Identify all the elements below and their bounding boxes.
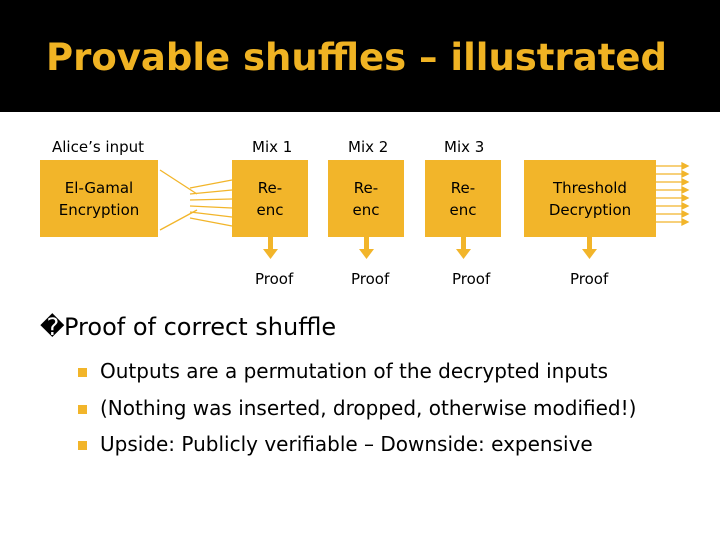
proof-down-arrows <box>263 237 597 259</box>
mix-1-reenc-label: Re- enc <box>256 178 284 219</box>
main-bullet-text: Proof of correct shuffle <box>64 313 337 341</box>
header-alice-input: Alice’s input <box>52 138 145 156</box>
mix-3-reenc-label: Re- enc <box>449 178 477 219</box>
main-bullet <box>40 313 336 341</box>
bullet-marker: � <box>40 313 65 341</box>
proof-mix-2: Proof <box>351 270 390 288</box>
header-mix-3: Mix 3 <box>444 138 485 156</box>
proof-mix-3: Proof <box>452 270 491 288</box>
mix-2-reenc-label: Re- enc <box>352 178 380 219</box>
square-bullet-icon <box>78 441 87 450</box>
sub-bullet-text: Upside: Publicly verifiable – Downside: expensive <box>100 432 593 456</box>
input-fan-lines <box>160 170 232 230</box>
proof-mix-1: Proof <box>255 270 294 288</box>
elgamal-encryption-label: El-Gamal Encryption <box>58 178 140 219</box>
slide-title: Provable shuffles – illustrated <box>46 36 667 79</box>
output-arrows <box>656 163 688 225</box>
square-bullet-icon <box>78 368 87 377</box>
sub-bullet-text: Outputs are a permutation of the decrypted inputs <box>100 359 608 383</box>
threshold-decryption-label: Threshold Decryption <box>548 178 632 219</box>
sub-bullet-text: (Nothing was inserted, dropped, otherwise modified!) <box>100 396 637 420</box>
square-bullet-icon <box>78 405 87 414</box>
proof-decryption: Proof <box>570 270 609 288</box>
header-mix-2: Mix 2 <box>348 138 389 156</box>
header-mix-1: Mix 1 <box>252 138 293 156</box>
